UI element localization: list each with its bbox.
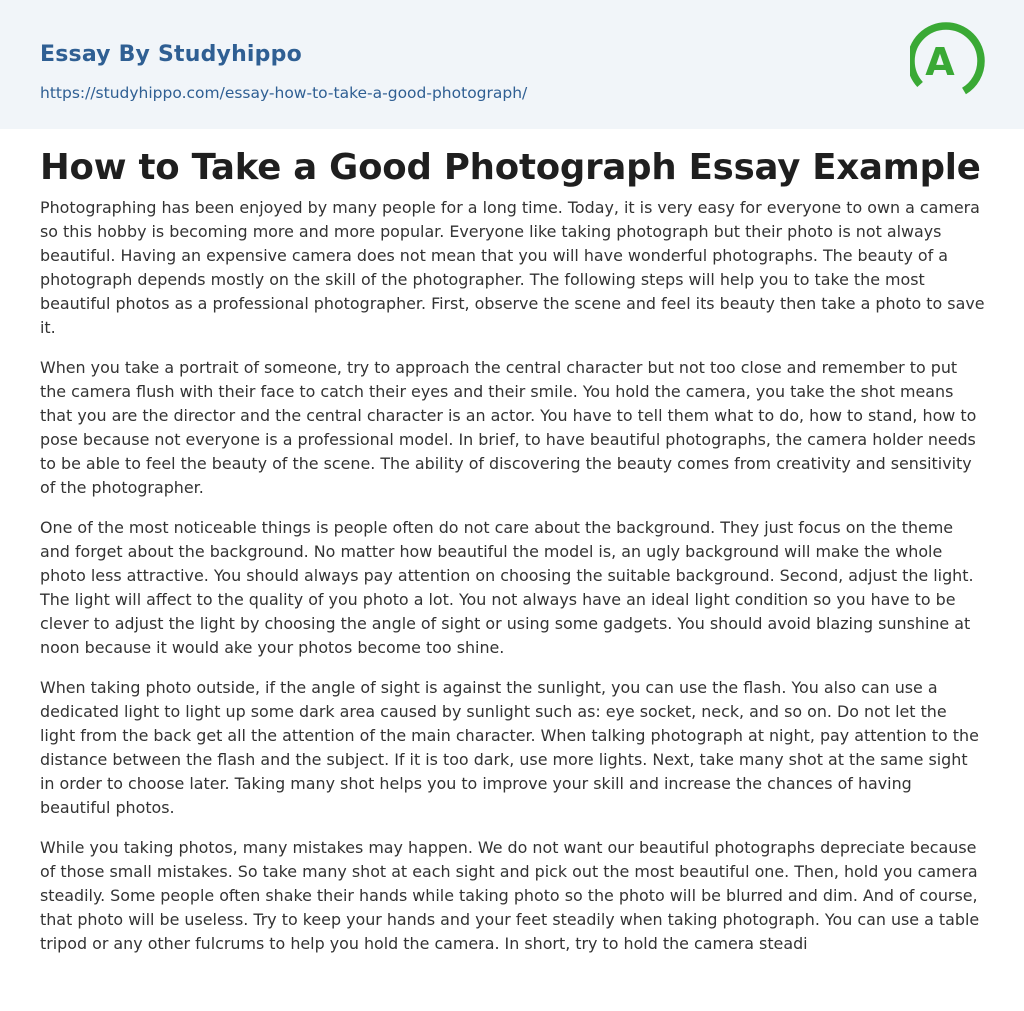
logo-letter: A (925, 40, 955, 84)
essay-paragraph: While you taking photos, many mistakes may happen. We do not want our beautiful photographs depreciate because of those small mistakes. So take many shot at each sight and pick out the most beautiful one. Then, hold you camera steadily. Some people often shake their hands while taking photo so the photo will be blurred and dim. And of course, that photo will be useless. Try to keep your hands and your feet steadily when taking photograph. You can use a table tripod or any other fulcrums to help you hold the camera. In short, try to hold the camera steadi (40, 838, 980, 953)
essay-paragraph: One of the most noticeable things is people often do not care about the background. They just focus on the theme and forget about the background. No matter how beautiful the model is, an ugly background will make the whole photo less attractive. You should always pay attention on choosing the suitable background. Second, adjust the light. The light will affect to the quality of you photo a lot. You not always have an ideal light condition so you have to be clever to adjust the light by choosing the angle of sight or using some gadgets. You should avoid blazing sunshine at noon because it would ake your photos become too shine. (40, 518, 974, 657)
essay-paragraph: When you take a portrait of someone, try to approach the central character but not too close and remember to put the camera flush with their face to catch their eyes and their smile. You hold the camera, you take the shot means that you are the director and the central character is an actor. You have to tell them what to do, how to stand, how to pose because not everyone is a professional model. In brief, to have beautiful photographs, the camera holder needs to be able to feel the beauty of the scene. The ability of discovering the beauty comes from creativity and sensitivity of the photographer. (40, 358, 977, 497)
essay-content (40, 142, 985, 972)
studyhippo-logo-icon[interactable] (910, 17, 988, 105)
essay-paragraph: When taking photo outside, if the angle of sight is against the sunlight, you can use the flash. You also can use a dedicated light to light up some dark area caused by sunlight such as: eye socket, neck, and so on. Do not let the light from the back get all the attention of the main character. When talking photograph at night, pay attention to the distance between the flash and the subject. If it is too dark, use more lights. Next, take many shot at the same sight in order to choose later. Taking many shot helps you to improve your skill and increase the chances of having beautiful photos. (40, 678, 979, 817)
site-header (0, 0, 1024, 129)
essay-title: How to Take a Good Photograph Essay Example (40, 147, 981, 188)
essay-paragraph: Photographing has been enjoyed by many people for a long time. Today, it is very easy for everyone to own a camera so this hobby is becoming more and more popular. Everyone like taking photograph but their photo is not always beautiful. Having an expensive camera does not mean that you will have wonderful photographs. The beauty of a photograph depends mostly on the skill of the photographer. The following steps will help you to take the most beautiful photos as a professional photographer. First, observe the scene and feel its beauty then take a photo to save it. (40, 198, 985, 337)
site-brand[interactable]: Essay By Studyhippo (40, 42, 302, 67)
page-url-link[interactable]: https://studyhippo.com/essay-how-to-take-a-good-photograph/ (40, 84, 528, 102)
